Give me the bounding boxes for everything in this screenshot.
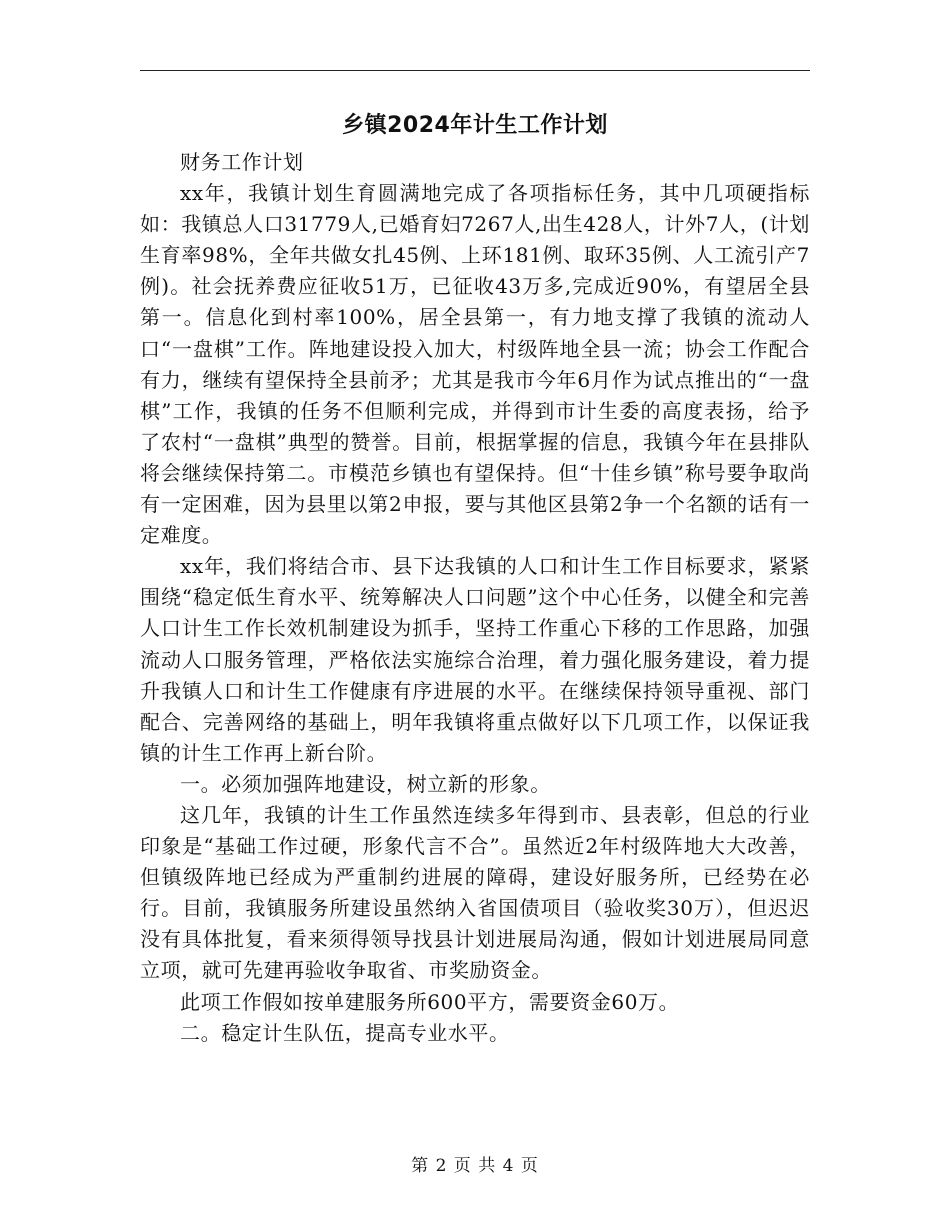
page-number: 第 2 页 共 4 页 bbox=[411, 1156, 539, 1176]
header-rule bbox=[140, 70, 810, 71]
paragraph: xx年，我们将结合市、县下达我镇的人口和计生工作目标要求，紧紧围绕“稳定低生育水平、统筹解决人口问题”这个中心任务，以健全和完善人口计生工作长效机制建设为抓手，坚持工作重心下移的工作思路，加强流动人口服务管理，严格依法实施综合治理，着力强化服务建设，着力提升我镇人口和计生工作健康有序进展的水平。在继续保持领导重视、部门配合、完善网络的基础上，明年我镇将重点做好以下几项工作，以保证我镇的计生工作再上新台阶。 bbox=[140, 554, 810, 765]
paragraph: 这几年，我镇的计生工作虽然连续多年得到市、县表彰，但总的行业印象是“基础工作过硬，形象代言不合”。虽然近2年村级阵地大大改善，但镇级阵地已经成为严重制约进展的障碍，建设好服务所，已经势在必行。目前，我镇服务所建设虽然纳入省国债项目（验收奖30万），但迟迟没有具体批复，看来须得领导找县计划进展局沟通，假如计划进展局同意立项，就可先建再验收争取省、市奖励资金。 bbox=[140, 802, 810, 983]
paragraph: 财务工作计划 bbox=[180, 150, 304, 174]
document-body bbox=[140, 147, 810, 1049]
paragraph: 此项工作假如按单建服务所600平方，需要资金60万。 bbox=[180, 989, 680, 1014]
section-heading: 二。稳定计生队伍，提高专业水平。 bbox=[180, 1020, 510, 1045]
paragraph: xx年，我镇计划生育圆满地完成了各项指标任务，其中几项硬指标如：我镇总人口31779人,已婚育妇7267人,出生428人，计外7人，(计划生育率98%，全年共做女扎45例、上环181例、取环35例、人工流引产7例)。社会抚养费应征收51万，已征收43万多,完成近90%，有望居全县第一。信息化到村率100%，居全县第一，有力地支撑了我镇的流动人口“一盘棋”工作。阵地建设投入加大，村级阵地全县一流；协会工作配合有力，继续有望保持全县前矛；尤其是我市今年6月作为试点推出的“一盘棋”工作，我镇的任务不但顺利完成，并得到市计生委的高度表扬，给予了农村“一盘棋”典型的赞誉。目前，根据掌握的信息，我镇今年在县排队将会继续保持第二。市模范乡镇也有望保持。但“十佳乡镇”称号要争取尚有一定困难，因为县里以第2申报，要与其他区县第2争一个名额的话有一定难度。 bbox=[140, 181, 810, 548]
document-title: 乡镇2024年计生工作计划 bbox=[342, 113, 608, 138]
section-heading: 一。必须加强阵地建设，树立新的形象。 bbox=[180, 771, 551, 796]
